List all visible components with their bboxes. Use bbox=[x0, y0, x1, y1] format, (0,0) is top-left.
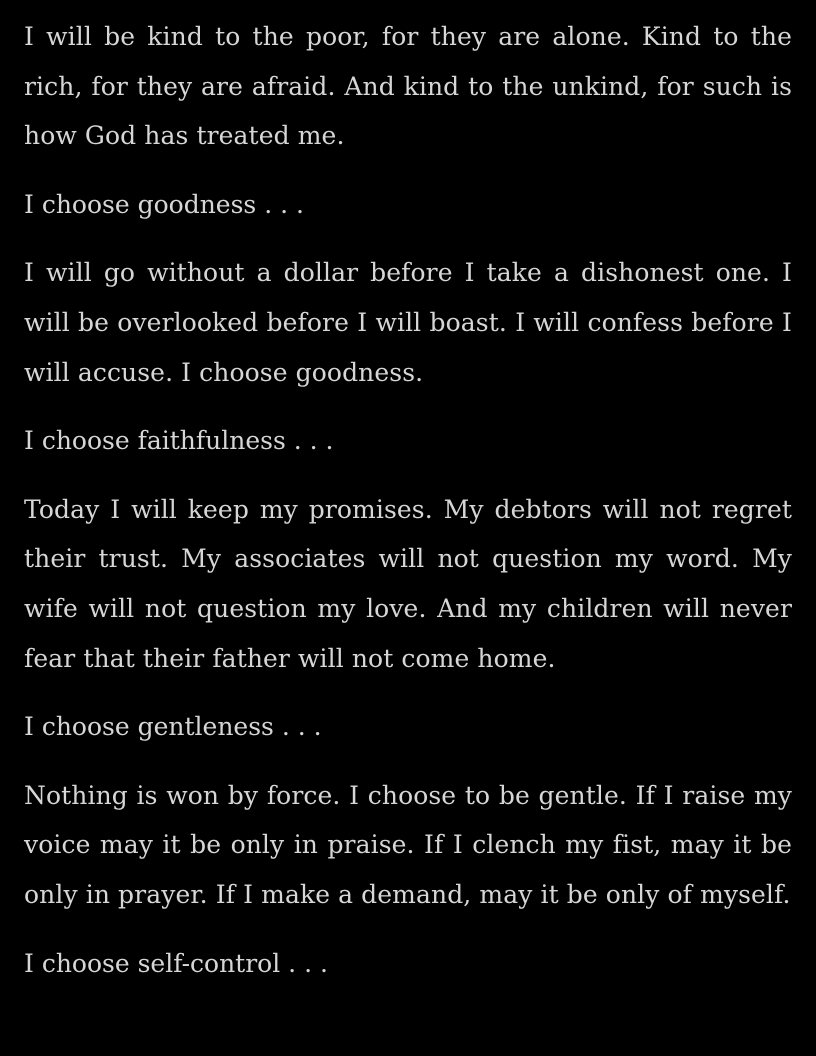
heading-faithfulness: I choose faithfulness . . . bbox=[24, 426, 334, 456]
paragraph-goodness: I will go without a dollar before I take a dishonest one. I will be overlooked before I will boast. I will confess before I will accuse. I choose goodness. bbox=[24, 258, 792, 387]
document-page bbox=[24, 12, 792, 1007]
heading-goodness: I choose goodness . . . bbox=[24, 189, 304, 219]
paragraph-kindness: I will be kind to the poor, for they are alone. Kind to the rich, for they are afraid. And kind to the unkind, for such is how God has treated me. bbox=[24, 22, 792, 151]
heading-self-control: I choose self-control . . . bbox=[24, 948, 328, 978]
paragraph-gentleness: Nothing is won by force. I choose to be gentle. If I raise my voice may it be only in praise. If I clench my fist, may it be only in prayer. If I make a demand, may it be only of myself. bbox=[24, 780, 792, 909]
heading-gentleness: I choose gentleness . . . bbox=[24, 712, 322, 742]
paragraph-faithfulness: Today I will keep my promises. My debtors will not regret their trust. My associates will not question my word. My wife will not question my love. And my children will never fear that their father will not come home. bbox=[24, 494, 792, 673]
